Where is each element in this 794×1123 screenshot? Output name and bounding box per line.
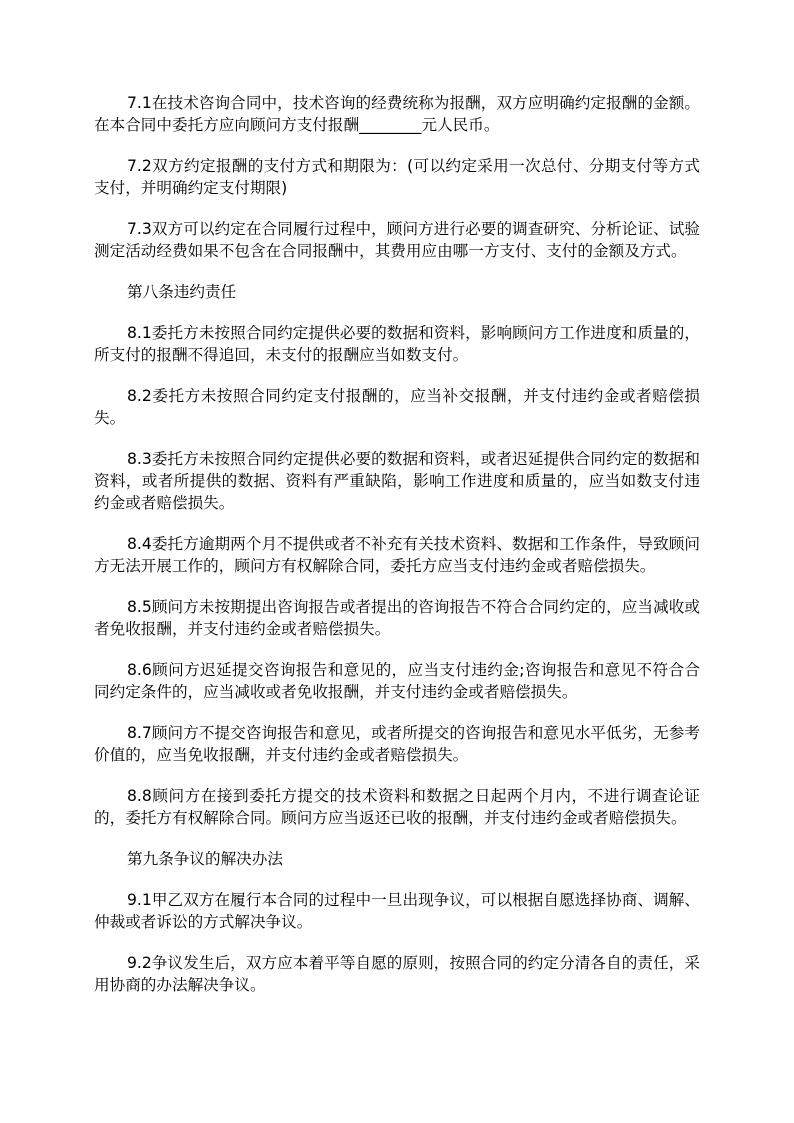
- clause-8-7: 8.7顾问方不提交咨询报告和意见，或者所提交的咨询报告和意见水平低劣，无参考价值的，应当免收报酬，并支付违约金或者赔偿损失。: [94, 724, 700, 764]
- clause-8-8: 8.8顾问方在接到委托方提交的技术资料和数据之日起两个月内，不进行调查论证的，委托方有权解除合同。顾问方应当返还已收的报酬，并支付违约金或者赔偿损失。: [94, 787, 700, 827]
- clause-8-2: 8.2委托方未按照合同约定支付报酬的，应当补交报酬，并支付违约金或者赔偿损失。: [94, 387, 700, 427]
- clause-7-1: 7.1在技术咨询合同中，技术咨询的经费统称为报酬，双方应明确约定报酬的金额。在本合同中委托方应向顾问方支付报酬________元人民币。: [94, 94, 700, 134]
- clause-8-4: 8.4委托方逾期两个月不提供或者不补充有关技术资料、数据和工作条件，导致顾问方无法开展工作的，顾问方有权解除合同，委托方应当支付违约金或者赔偿损失。: [94, 535, 700, 575]
- clause-8-1: 8.1委托方未按照合同约定提供必要的数据和资料，影响顾问方工作进度和质量的，所支付的报酬不得追回，未支付的报酬应当如数支付。: [94, 324, 700, 364]
- clause-8-6: 8.6顾问方迟延提交咨询报告和意见的，应当支付违约金;咨询报告和意见不符合合同约定条件的，应当减收或者免收报酬，并支付违约金或者赔偿损失。: [94, 661, 700, 701]
- clause-7-3: 7.3双方可以约定在合同履行过程中，顾问方进行必要的调查研究、分析论证、试验测定活动经费如果不包含在合同报酬中，其费用应由哪一方支付、支付的金额及方式。: [94, 220, 700, 260]
- article-8-heading: 第八条违约责任: [127, 283, 237, 301]
- article-9-heading: 第九条争议的解决办法: [127, 850, 283, 868]
- clause-7-2: 7.2双方约定报酬的支付方式和期限为：(可以约定采用一次总付、分期支付等方式支付，并明确约定支付期限): [94, 157, 700, 197]
- clause-9-2: 9.2争议发生后，双方应本着平等自愿的原则，按照合同的约定分清各自的责任，采用协商的办法解决争议。: [94, 954, 700, 994]
- clause-8-5: 8.5顾问方未按期提出咨询报告或者提出的咨询报告不符合合同约定的，应当减收或者免收报酬，并支付违约金或者赔偿损失。: [94, 598, 700, 638]
- clause-9-1: 9.1甲乙双方在履行本合同的过程中一旦出现争议，可以根据自愿选择协商、调解、仲裁或者诉讼的方式解决争议。: [94, 891, 700, 931]
- document-body: [94, 92, 700, 1015]
- clause-8-3: 8.3委托方未按照合同约定提供必要的数据和资料，或者迟延提供合同约定的数据和资料，或者所提供的数据、资料有严重缺陷，影响工作进度和质量的，应当如数支付违约金或者赔偿损失。: [94, 450, 700, 512]
